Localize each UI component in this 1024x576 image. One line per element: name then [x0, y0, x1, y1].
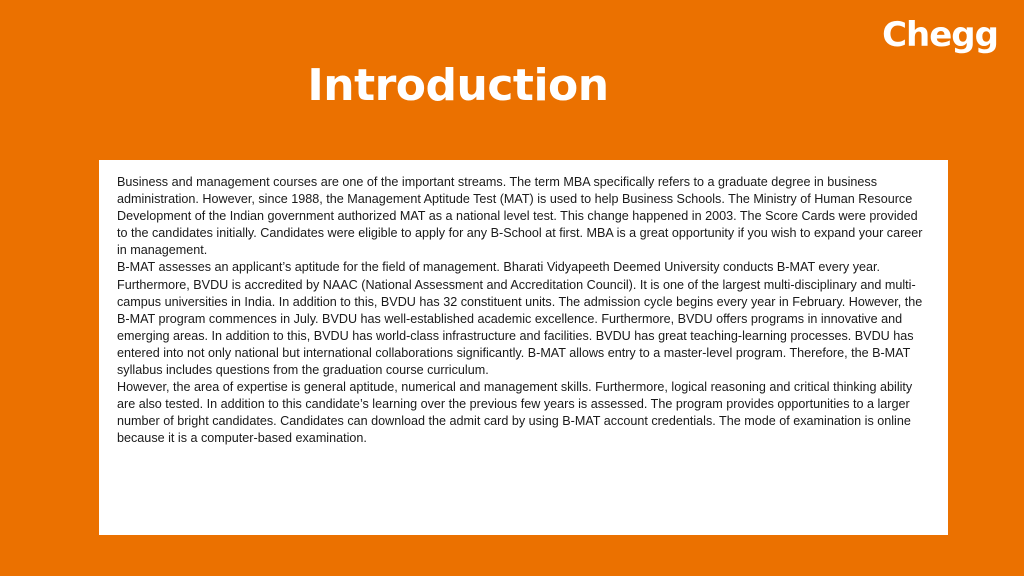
chegg-logo: Chegg	[882, 15, 998, 55]
paragraph-bmat: B-MAT assesses an applicant’s aptitude for the field of management. Bharati Vidyapeeth Deemed University conducts B-MAT every year. Furthermore, BVDU is accredited by NAAC (National Assessment and Accreditation Council). It is one of the largest multi-disciplinary and multi-campus universities in India. In addition to this, BVDU has 32 constituent units. The admission cycle begins every year in February. However, the B-MAT program commences in July. BVDU has well-established academic excellence. Furthermore, BVDU offers programs in innovative and emerging areas. In addition to this, BVDU has world-class infrastructure and facilities. BVDU has great teaching-learning processes. BVDU has entered into not only national but international collaborations significantly. B-MAT allows entry to a master-level program. Therefore, the B-MAT syllabus includes questions from the graduation course curriculum.	[117, 260, 923, 378]
slide-title: Introduction	[307, 60, 609, 111]
paragraph-expertise: However, the area of expertise is general aptitude, numerical and management skills. Furthermore, logical reasoning and critical thinking ability are also tested. In addition to this candidate’s learning over the previous few years is assessed. The program provides opportunities to a larger number of bright candidates. Candidates can download the admit card by using B-MAT account credentials. The mode of examination is online because it is a computer-based examination.	[117, 380, 913, 446]
paragraph-intro: Business and management courses are one of the important streams. The term MBA specifically refers to a graduate degree in business administration. However, since 1988, the Management Aptitude Test (MAT) is used to help Business Schools. The Ministry of Human Resource Development of the Indian government authorized MAT as a national level test. This change happened in 2003. The Score Cards were provided to the candidates initially. Candidates were eligible to apply for any B-School at first. MBA is a great opportunity if you wish to expand your career in management.	[117, 175, 923, 258]
content-panel	[99, 160, 948, 535]
